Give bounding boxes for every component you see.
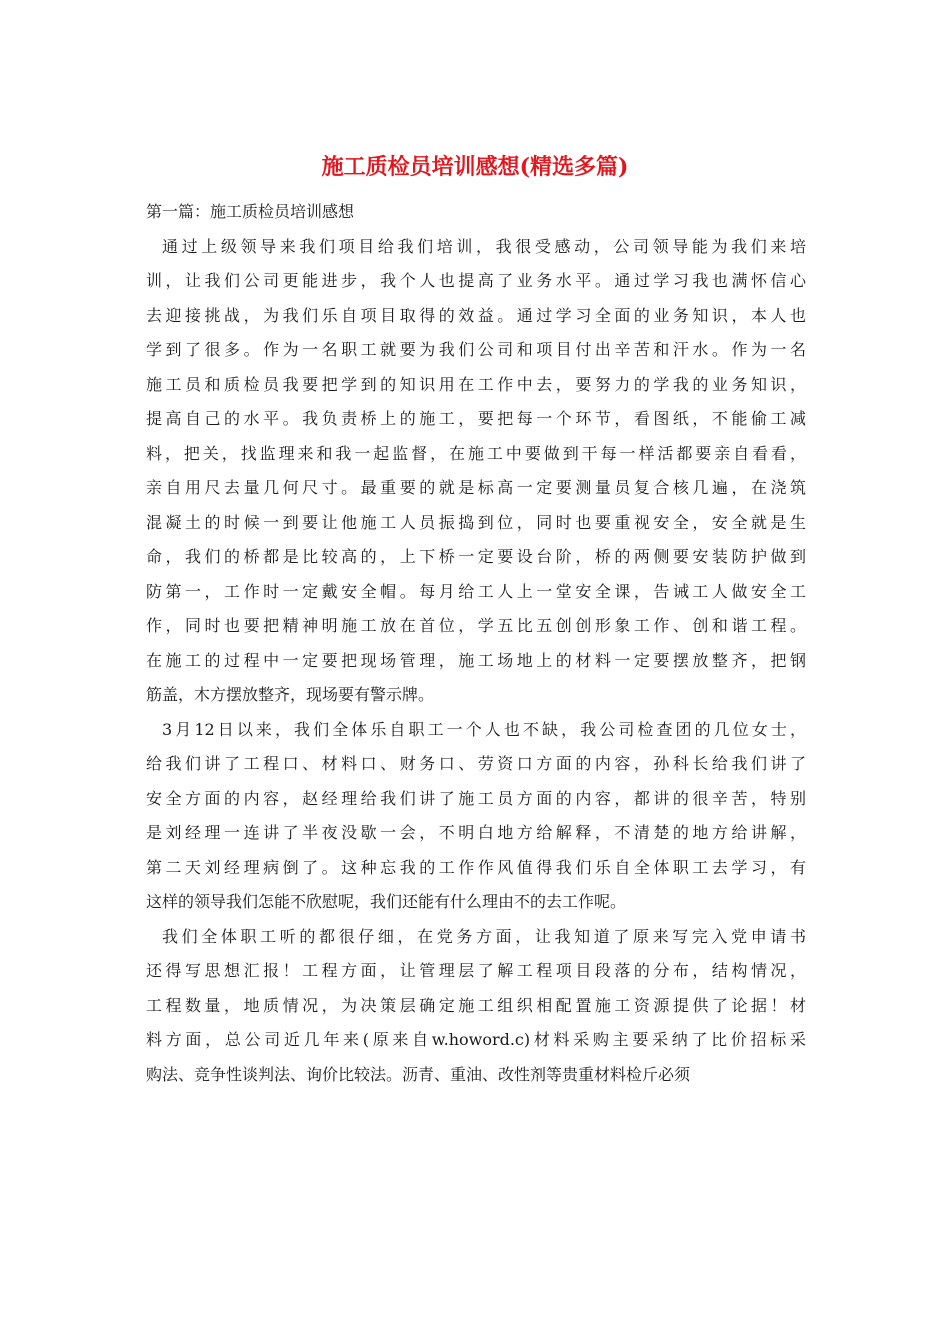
paragraph-line: 提高自己的水平。我负责桥上的施工，要把每一个环节，看图纸，不能偷工减 <box>146 409 806 428</box>
paragraph-line: 料方面，总公司近几年来(原来自w.howord.c)材料采购主要采纳了比价招标采 <box>146 1030 806 1049</box>
paragraph-line: 在施工的过程中一定要把现场管理，施工场地上的材料一定要摆放整齐，把钢 <box>146 650 806 670</box>
document-title: 施工质检员培训感想(精选多篇) <box>321 154 629 180</box>
document-body <box>146 195 806 1092</box>
paragraph-line: 施工员和质检员我要把学到的知识用在工作中去，要努力的学我的业务知识， <box>146 374 806 394</box>
paragraph-line: 作，同时也要把精神明施工放在首位，学五比五创创形象工作、创和谐工程。 <box>146 616 806 635</box>
paragraph-line: 给我们讲了工程口、材料口、财务口、劳资口方面的内容，孙科长给我们讲了 <box>146 754 806 773</box>
paragraph-line: 这样的领导我们怎能不欣慰呢，我们还能有什么理由不的去工作呢。 <box>146 892 627 911</box>
paragraph-line: 工程数量，地质情况，为决策层确定施工组织相配置施工资源提供了论据！材 <box>146 995 806 1015</box>
paragraph-line: 购法、竞争性谈判法、询价比较法。沥青、重油、改性剂等贵重材料检斤必须 <box>146 1064 691 1084</box>
paragraph-line: 训，让我们公司更能进步，我个人也提高了业务水平。通过学习我也满怀信心 <box>146 271 806 290</box>
paragraph-line: 3月12日以来，我们全体乐自职工一个人也不缺，我公司检查团的几位女士， <box>162 719 806 739</box>
paragraph-line: 料，把关，找监理来和我一起监督，在施工中要做到干每一样活都要亲自看看， <box>146 443 806 463</box>
paragraph <box>146 920 806 1093</box>
paragraph-line: 筋盖，木方摆放整齐，现场要有警示牌。 <box>146 685 435 704</box>
paragraph-line: 安全方面的内容，赵经理给我们讲了施工员方面的内容，都讲的很辛苦，特别 <box>146 788 806 808</box>
paragraph-line: 第二天刘经理病倒了。这种忘我的工作作风值得我们乐自全体职工去学习，有 <box>146 857 806 877</box>
paragraph-line: 通过上级领导来我们项目给我们培训，我很受感动，公司领导能为我们来培 <box>162 236 806 256</box>
paragraph-line: 是刘经理一连讲了半夜没歇一会，不明白地方给解释，不清楚的地方给讲解， <box>146 823 806 842</box>
paragraph-line: 还得写思想汇报！工程方面，让管理层了解工程项目段落的分布，结构情况， <box>146 961 806 980</box>
paragraph-list <box>146 230 806 1093</box>
paragraph-line: 亲自用尺去量几何尺寸。最重要的就是标高一定要测量员复合核几遍，在浇筑 <box>146 478 806 497</box>
paragraph-line: 学到了很多。作为一名职工就要为我们公司和项目付出辛苦和汗水。作为一名 <box>146 340 806 359</box>
paragraph-line: 我们全体职工听的都很仔细，在党务方面，让我知道了原来写完入党申请书 <box>162 926 806 946</box>
section-heading: 第一篇：施工质检员培训感想 <box>146 202 355 221</box>
paragraph-line: 去迎接挑战，为我们乐自项目取得的效益。通过学习全面的业务知识，本人也 <box>146 305 806 325</box>
paragraph-line: 防第一，工作时一定戴安全帽。每月给工人上一堂安全课，告诫工人做安全工 <box>146 581 806 601</box>
paragraph-line: 命，我们的桥都是比较高的，上下桥一定要设台阶，桥的两侧要安装防护做到 <box>146 547 806 566</box>
paragraph <box>146 713 806 920</box>
paragraph-line: 混凝土的时候一到要让他施工人员振捣到位，同时也要重视安全，安全就是生 <box>146 512 806 532</box>
paragraph <box>146 230 806 713</box>
